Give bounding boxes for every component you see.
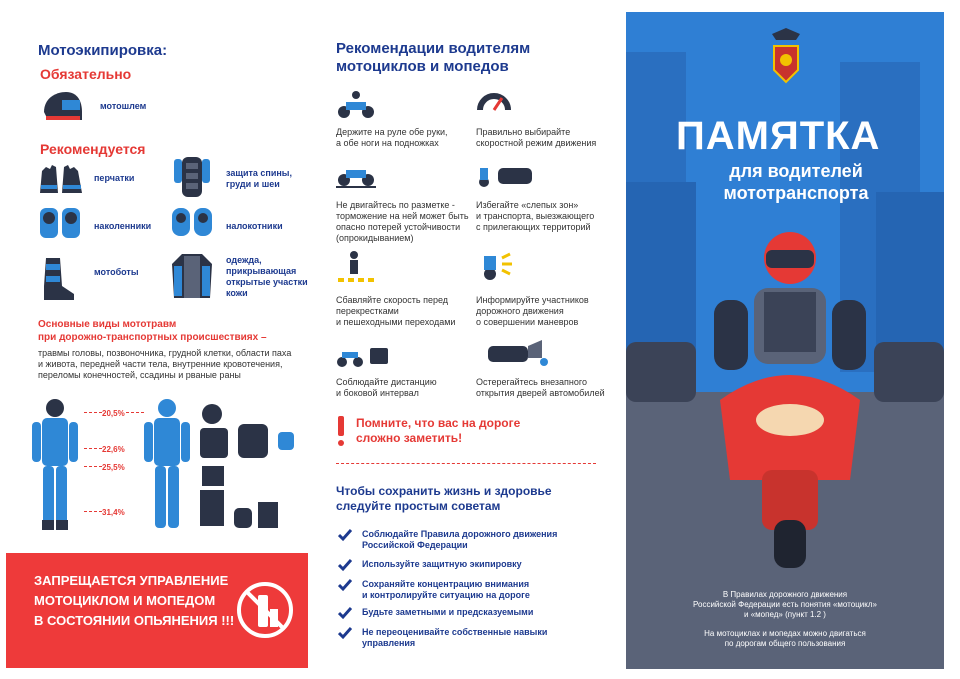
recommended-heading: Рекомендуется [40, 141, 146, 157]
back-protector-icon [172, 155, 212, 204]
cover-title: ПАМЯТКА [676, 114, 881, 158]
blind-spot-icon [476, 160, 516, 186]
jacket-icon [170, 252, 214, 307]
check-icon [338, 558, 352, 572]
knee-pads-label: наколенники [94, 221, 152, 231]
percent-head: 20,5% [102, 409, 125, 418]
no-alcohol-icon [236, 581, 294, 644]
injuries-heading: Основные виды мототравм при дорожно-транспортных происшествиях – [38, 319, 267, 343]
tip-5: Не переоценивайте собственные навыки управления [362, 627, 548, 648]
percent-legs: 31,4% [102, 508, 125, 517]
rec-text-2: Правильно выбирайте скоростной режим движения [476, 127, 597, 148]
tip-2: Используйте защитную экипировку [362, 559, 522, 569]
car-door-icon [486, 336, 526, 362]
distance-icon [336, 340, 376, 366]
turn-signal-icon [476, 248, 516, 274]
visibility-warning: Помните, что вас на дороге сложно заметить! [356, 416, 521, 445]
pointer-line [84, 412, 102, 413]
injuries-text: травмы головы, позвоночника, грудной клетки, области паха и живота, передней части тела, внутренние кровотечения, переломы конечностей, ссадины и рваные раны [38, 348, 292, 380]
rec-text-1: Держите на руле обе руки, а обе ноги на подножках [336, 127, 448, 148]
motorcyclist-illustration [700, 230, 880, 575]
cover-panel [626, 12, 944, 669]
rec-text-7: Соблюдайте дистанцию и боковой интервал [336, 377, 437, 398]
section-divider [336, 463, 596, 464]
pointer-line [84, 466, 102, 467]
rec-text-3: Не двигайтесь по разметке - торможение на ней может быть опасно потерей устойчивости (опрокидыванием) [336, 200, 469, 243]
check-icon [338, 626, 352, 640]
clothing-label: одежда, прикрывающая открытые участки кожи [226, 255, 308, 298]
check-icon [338, 606, 352, 620]
boots-label: мотоботы [94, 267, 139, 277]
helmet-label: мотошлем [100, 101, 147, 111]
check-icon [338, 528, 352, 542]
rec-text-4: Избегайте «слепых зон» и транспорта, выезжающего с прилегающих территорий [476, 200, 595, 232]
lane-marking-icon [336, 160, 376, 186]
cover-note-2: На мотоциклах и мопедах можно двигаться по дорогам общего пользования [704, 629, 866, 648]
motorcycle-rider-icon [336, 90, 376, 116]
rec-text-5: Сбавляйте скорость перед перекрестками и пешеходными переходами [336, 295, 456, 327]
gear-set-icon [198, 402, 298, 537]
rec-text-6: Информируйте участников дорожного движения о совершении маневров [476, 295, 589, 327]
back-protector-label: защита спины, груди и шеи [226, 168, 292, 189]
tip-4: Будьте заметными и предсказуемыми [362, 607, 534, 617]
rider-figure-front [30, 398, 80, 538]
tip-3: Сохраняйте концентрацию внимания и контролируйте ситуацию на дороге [362, 579, 530, 600]
elbow-pads-label: налокотники [226, 221, 283, 231]
percent-chest: 22,6% [102, 445, 125, 454]
elbow-pads-icon [170, 204, 214, 245]
rec-text-8: Остерегайтесь внезапного открытия дверей автомобилей [476, 377, 605, 398]
exclamation-icon [338, 416, 344, 446]
recommendations-title: Рекомендации водителям мотоциклов и мопедов [336, 40, 531, 75]
percent-abdomen: 25,5% [102, 463, 125, 472]
cover-subtitle: для водителей мототранспорта [723, 161, 869, 203]
knee-pads-icon [38, 206, 84, 245]
banner-text: ЗАПРЕЩАЕТСЯ УПРАВЛЕНИЕ МОТОЦИКЛОМ И МОПЕДОМ В СОСТОЯНИИ ОПЬЯНЕНИЯ !!! [34, 573, 235, 628]
crosswalk-icon [336, 250, 376, 276]
gloves-label: перчатки [94, 173, 135, 183]
helmet-icon [40, 90, 84, 129]
no-drunk-driving-banner [6, 553, 308, 668]
pointer-line [126, 412, 144, 413]
required-heading: Обязательно [40, 66, 132, 82]
check-icon [338, 578, 352, 592]
police-emblem-icon [766, 26, 806, 93]
cover-note-1: В Правилах дорожного движения Российской Федерации есть понятия «мотоцикл» и «мопед» (пункт 1.2 ) [693, 590, 877, 619]
rider-figure-back [142, 398, 192, 538]
tips-title: Чтобы сохранить жизнь и здоровье следуйте простым советам [336, 484, 552, 513]
gloves-icon [38, 163, 84, 200]
pointer-line [84, 511, 102, 512]
pointer-line [84, 448, 102, 449]
speedometer-icon [476, 86, 516, 112]
tip-1: Соблюдайте Правила дорожного движения Российской Федерации [362, 529, 558, 550]
equipment-title: Мотоэкипировка: [38, 42, 168, 59]
boots-icon [40, 256, 76, 307]
